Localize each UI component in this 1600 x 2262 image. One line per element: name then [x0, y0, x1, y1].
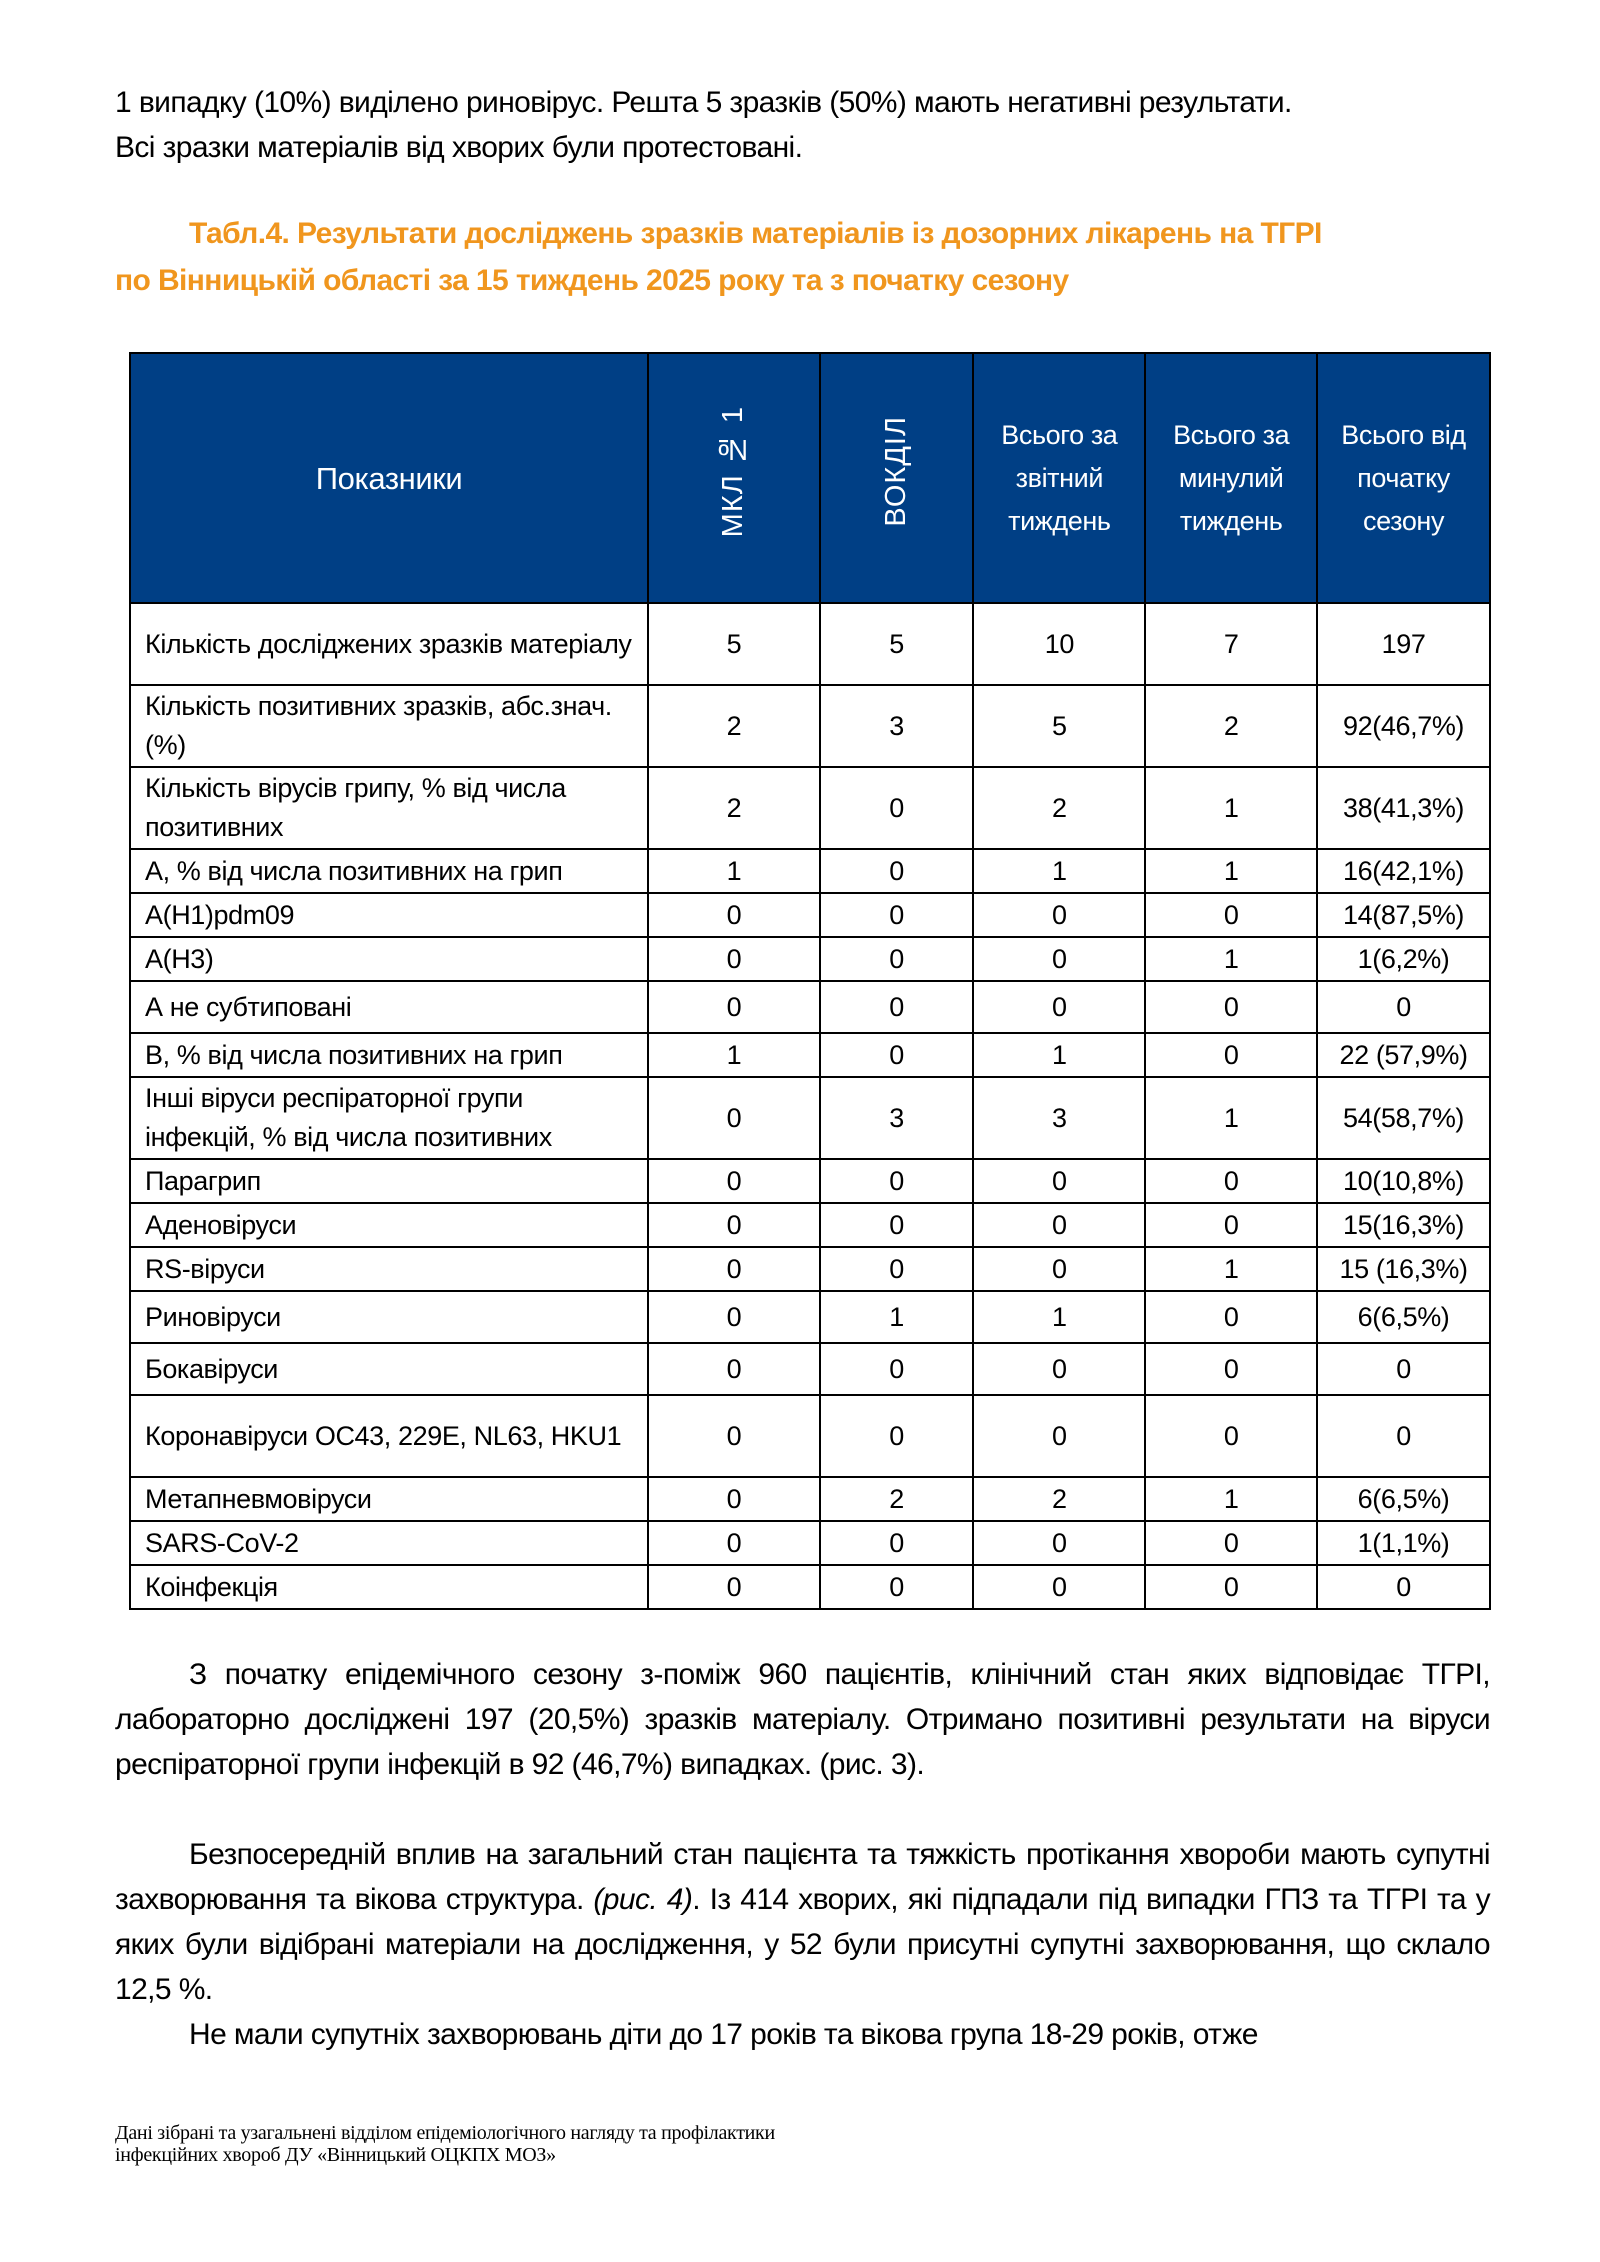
row-value: 5: [648, 603, 820, 685]
row-value: 0: [973, 1247, 1145, 1291]
results-table: [129, 352, 1491, 1610]
row-value: 0: [973, 1203, 1145, 1247]
row-value: 0: [1145, 1291, 1317, 1343]
row-value: 1: [973, 849, 1145, 893]
row-value: 1: [1145, 849, 1317, 893]
row-value: 0: [973, 937, 1145, 981]
body-paragraph-3: Не мали супутніх захворювань діти до 17 років та вікова група 18-29 років, отже: [189, 2018, 1258, 2051]
row-value: 1: [1145, 1247, 1317, 1291]
row-value: 1: [648, 1033, 820, 1077]
row-value: 1: [648, 849, 820, 893]
row-value: 2: [648, 685, 820, 767]
row-value: 3: [820, 685, 974, 767]
row-value: 1: [1145, 937, 1317, 981]
row-value: 0: [648, 1477, 820, 1521]
header-mkl1: МКЛ № 1: [648, 353, 820, 603]
row-value: 22 (57,9%): [1317, 1033, 1490, 1077]
table-row: [130, 767, 1490, 849]
row-label: А не субтиповані: [130, 981, 648, 1033]
header-total-week: Всього за звітний тиждень: [973, 353, 1145, 603]
row-label: Метапневмовіруси: [130, 1477, 648, 1521]
table-header-row: [130, 353, 1490, 603]
row-value: 10: [973, 603, 1145, 685]
row-value: 0: [820, 849, 974, 893]
row-label: В, % від числа позитивних на грип: [130, 1033, 648, 1077]
row-value: 0: [1145, 893, 1317, 937]
row-label: Аденовіруси: [130, 1203, 648, 1247]
figure-reference: (рис. 4): [593, 1883, 693, 1916]
row-value: 1: [1145, 1077, 1317, 1159]
row-label: Бокавіруси: [130, 1343, 648, 1395]
table-row: [130, 1565, 1490, 1609]
row-value: 0: [1145, 1395, 1317, 1477]
row-value: 92(46,7%): [1317, 685, 1490, 767]
row-value: 0: [820, 1565, 974, 1609]
table-title-line-1: Табл.4. Результати досліджень зразків матеріалів із дозорних лікарень на ТГРІ: [189, 217, 1322, 250]
row-value: 0: [648, 981, 820, 1033]
row-value: 0: [648, 1291, 820, 1343]
row-value: 6(6,5%): [1317, 1477, 1490, 1521]
row-value: 0: [1145, 1343, 1317, 1395]
table-row: [130, 1477, 1490, 1521]
row-value: 14(87,5%): [1317, 893, 1490, 937]
row-value: 0: [973, 1159, 1145, 1203]
row-value: 0: [820, 1521, 974, 1565]
body-paragraph-1: З початку епідемічного сезону з-поміж 960 пацієнтів, клінічний стан яких відповідає ТГРІ, лабораторно досліджені 197 (20,5%) зразків матеріалу. Отримано позитивні результати на віруси респіраторної групи інфекцій в 92 (46,7%) випадках. (рис. 3).: [115, 1658, 1490, 1781]
row-value: 2: [820, 1477, 974, 1521]
row-value: 0: [648, 1521, 820, 1565]
row-label: Риновіруси: [130, 1291, 648, 1343]
row-value: 0: [973, 1521, 1145, 1565]
row-label: Коінфекція: [130, 1565, 648, 1609]
table-row: [130, 1077, 1490, 1159]
row-value: 2: [1145, 685, 1317, 767]
row-value: 0: [820, 893, 974, 937]
row-value: 0: [648, 1565, 820, 1609]
row-label: Коронавіруси OC43, 229E, NL63, HKU1: [130, 1395, 648, 1477]
row-value: 0: [820, 1343, 974, 1395]
row-value: 38(41,3%): [1317, 767, 1490, 849]
table-row: [130, 603, 1490, 685]
row-label: Кількість досліджених зразків матеріалу: [130, 603, 648, 685]
row-value: 0: [820, 937, 974, 981]
row-value: 1: [820, 1291, 974, 1343]
row-value: 0: [1145, 1521, 1317, 1565]
row-value: 10(10,8%): [1317, 1159, 1490, 1203]
table-row: [130, 1291, 1490, 1343]
table-row: [130, 1203, 1490, 1247]
row-value: 1: [973, 1033, 1145, 1077]
intro-line-1: 1 випадку (10%) виділено риновірус. Решта 5 зразків (50%) мають негативні результати.: [115, 86, 1292, 119]
row-value: 1: [1145, 1477, 1317, 1521]
row-label: SARS-CoV-2: [130, 1521, 648, 1565]
row-value: 0: [1145, 1159, 1317, 1203]
header-total-prev-week: Всього за минулий тиждень: [1145, 353, 1317, 603]
row-value: 3: [973, 1077, 1145, 1159]
table-row: [130, 893, 1490, 937]
row-value: 1(6,2%): [1317, 937, 1490, 981]
row-value: 0: [648, 893, 820, 937]
row-value: 7: [1145, 603, 1317, 685]
row-value: 0: [973, 981, 1145, 1033]
row-value: 0: [820, 1033, 974, 1077]
table-row: [130, 1343, 1490, 1395]
row-value: 0: [648, 937, 820, 981]
body-paragraph-2: Безпосередній вплив на загальний стан пацієнта та тяжкість протікання хвороби мають супутні захворювання та вікова структура. (рис. 4). Із 414 хворих, які підпадали під випадки ГПЗ та ТГРІ та у яких були відібрані матеріали на дослідження, у 52 були присутні супутні захворювання, що склало 12,5 %.: [115, 1838, 1490, 2006]
row-value: 6(6,5%): [1317, 1291, 1490, 1343]
row-value: 0: [648, 1203, 820, 1247]
row-label: А, % від числа позитивних на грип: [130, 849, 648, 893]
row-value: 0: [1317, 1343, 1490, 1395]
row-value: 197: [1317, 603, 1490, 685]
row-value: 1: [973, 1291, 1145, 1343]
table-row: [130, 981, 1490, 1033]
row-value: 15(16,3%): [1317, 1203, 1490, 1247]
footer-note: [115, 2122, 775, 2166]
table-row: [130, 937, 1490, 981]
row-value: 0: [820, 767, 974, 849]
row-value: 0: [1145, 1203, 1317, 1247]
row-value: 0: [820, 981, 974, 1033]
row-label: Інші віруси респіраторної групи інфекцій, % від числа позитивних: [130, 1077, 648, 1159]
intro-paragraph: [115, 80, 1490, 170]
row-label: Кількість вірусів грипу, % від числа позитивних: [130, 767, 648, 849]
row-value: 1: [1145, 767, 1317, 849]
footer-line-1: Дані зібрані та узагальнені відділом епідеміологічного нагляду та профілактики: [115, 2122, 775, 2144]
row-value: 0: [1145, 1565, 1317, 1609]
table-row: [130, 1395, 1490, 1477]
row-label: A(H1)pdm09: [130, 893, 648, 937]
row-label: RS-віруси: [130, 1247, 648, 1291]
table-title: [115, 210, 1500, 304]
row-value: 0: [1145, 981, 1317, 1033]
table-title-line-2: по Вінницькій області за 15 тиждень 2025 року та з початку сезону: [115, 264, 1069, 297]
row-value: 0: [820, 1395, 974, 1477]
footer-line-2: інфекційних хвороб ДУ «Вінницький ОЦКПХ МОЗ»: [115, 2144, 556, 2166]
header-vokdil: ВОКДІЛ: [820, 353, 974, 603]
row-value: 0: [820, 1247, 974, 1291]
row-value: 1(1,1%): [1317, 1521, 1490, 1565]
row-value: 3: [820, 1077, 974, 1159]
header-total-season: Всього від початку сезону: [1317, 353, 1490, 603]
row-value: 0: [648, 1395, 820, 1477]
intro-line-2: Всі зразки матеріалів від хворих були протестовані.: [115, 131, 803, 164]
row-label: A(H3): [130, 937, 648, 981]
row-value: 0: [820, 1159, 974, 1203]
row-value: 2: [973, 1477, 1145, 1521]
row-value: 0: [648, 1247, 820, 1291]
row-value: 0: [1317, 981, 1490, 1033]
row-value: 5: [820, 603, 974, 685]
table-row: [130, 849, 1490, 893]
row-label: Парагрип: [130, 1159, 648, 1203]
row-label: Кількість позитивних зразків, абс.знач. (%): [130, 685, 648, 767]
row-value: 2: [973, 767, 1145, 849]
row-value: 0: [648, 1343, 820, 1395]
row-value: 54(58,7%): [1317, 1077, 1490, 1159]
table-row: [130, 1033, 1490, 1077]
row-value: 5: [973, 685, 1145, 767]
row-value: 0: [648, 1159, 820, 1203]
table-row: [130, 1159, 1490, 1203]
table-body: [130, 603, 1490, 1609]
row-value: 0: [1145, 1033, 1317, 1077]
row-value: 0: [1317, 1395, 1490, 1477]
table-row: [130, 1247, 1490, 1291]
row-value: 16(42,1%): [1317, 849, 1490, 893]
row-value: 0: [648, 1077, 820, 1159]
table-row: [130, 1521, 1490, 1565]
row-value: 0: [973, 1395, 1145, 1477]
table-row: [130, 685, 1490, 767]
row-value: 0: [973, 1565, 1145, 1609]
row-value: 0: [1317, 1565, 1490, 1609]
row-value: 2: [648, 767, 820, 849]
row-value: 0: [973, 1343, 1145, 1395]
row-value: 15 (16,3%): [1317, 1247, 1490, 1291]
header-indicators: Показники: [130, 353, 648, 603]
row-value: 0: [973, 893, 1145, 937]
row-value: 0: [820, 1203, 974, 1247]
